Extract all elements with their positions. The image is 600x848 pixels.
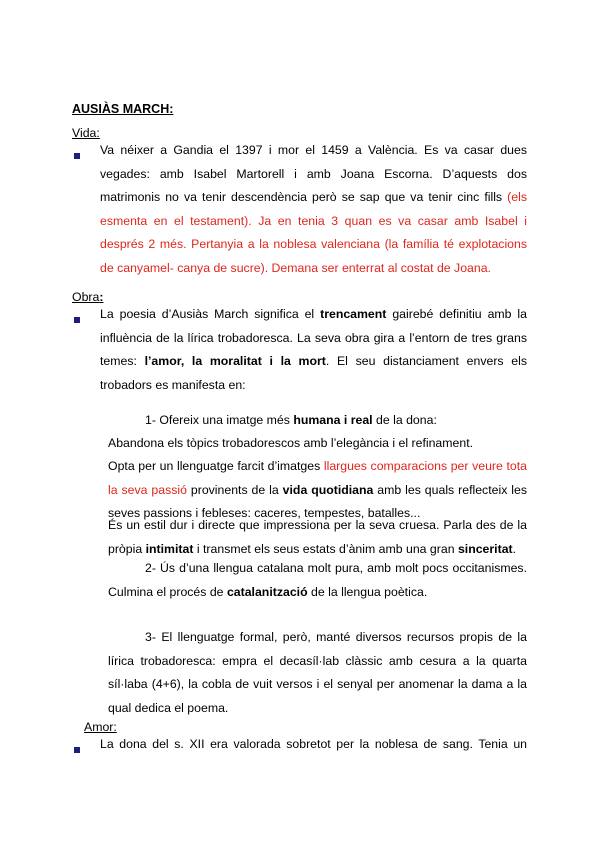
section-heading-obra <box>72 290 103 304</box>
point1-text: de la dona: <box>372 413 437 427</box>
point1-line2-text: amb les quals reflecteix les seves passions i febleses: caceres, tempestes, batalles... <box>108 482 527 520</box>
point1-line3-bold: intimitat <box>145 541 194 556</box>
obra-text: La poesia d’Ausiàs March significa el <box>100 307 321 321</box>
bullet-icon <box>74 153 80 159</box>
point1-line1: Abandona els tòpics trobadorescos amb l’elegància i el refinament. <box>108 436 474 450</box>
bullet-icon <box>74 747 80 753</box>
point1-line2-red: llargues comparacions per veure tota la seva passió <box>108 459 527 497</box>
point2-text: de la llengua poètica. <box>307 584 428 599</box>
point1-line3-text: . <box>512 541 517 556</box>
point1-text: 1- Ofereix una imatge més <box>145 413 294 427</box>
bullet-icon <box>74 317 80 323</box>
point2-bold: catalanització <box>226 584 308 599</box>
point1-line2-text: provinents de la <box>186 482 283 497</box>
vida-paragraph <box>100 139 527 280</box>
obra-bold-temes: l’amor, la moralitat i la mort <box>144 354 326 368</box>
point2-paragraph <box>108 557 527 604</box>
point1-line3-bold: sinceritat <box>457 541 513 556</box>
point1-line2-bold: vida quotidiana <box>282 482 374 497</box>
point2-text: 2- Ús d’una llengua catalana molt pura, amb molt pocs occitanismes. Culmina el procés de <box>108 561 527 599</box>
vida-text-red: (els esmenta en el testament). Ja en tenia 3 quan es va casar amb Isabel i després 2 més. Pertanyia a la noblesa valenciana (la família té explotacions de canyamel- canya de sucre). Demana ser enterrat al costat de Joana. <box>100 190 527 275</box>
point3-paragraph: 3- El llenguatge formal, però, manté diversos recursos propis de la lírica trobadoresca: empra el decasíl·lab clàssic amb cesura a la quarta síl·laba (4+6), la cobla de vuit versos i el senyal per anomenar la dama a la qual dedica el poema. <box>108 630 527 715</box>
obra-text: gairebé definitiu amb la influència de la lírica trobadoresca. La seva obra gira a l’entorn de tres grans temes: <box>100 307 527 368</box>
obra-heading-label: Obra <box>72 290 100 304</box>
obra-paragraph <box>100 303 527 397</box>
point1-heading <box>145 409 527 433</box>
point1-line3-text: És un estil dur i directe que impressiona per la seva cruesa. Parla des de la pròpia <box>108 518 527 556</box>
point1-line2-text: Opta per un llenguatge farcit d’imatges <box>108 459 324 473</box>
obra-text: . El seu distanciament envers els trobadors es manifesta en: <box>100 354 527 392</box>
point1-line3-text: i transmet els seus estats d’ànim amb una gran <box>193 541 458 556</box>
point1-bold: humana i real <box>293 413 373 427</box>
vida-text: Va néixer a Gandia el 1397 i mor el 1459 a València. Es va casar dues vegades: amb Isabel Martorell i amb Joana Escorna. D’aquests dos matrimonis no va tenir descendència però se sap que va tenir cinc fills <box>100 143 527 204</box>
section-heading-vida: Vida: <box>72 126 100 140</box>
point1-line3 <box>108 514 527 561</box>
section-heading-amor: Amor: <box>84 720 117 734</box>
obra-heading-colon: : <box>99 290 104 304</box>
amor-paragraph: La dona del s. XII era valorada sobretot per la noblesa de sang. Tenia un <box>100 737 527 751</box>
obra-bold-trencament: trencament <box>320 307 387 321</box>
document-title: AUSIÀS MARCH: <box>72 102 174 116</box>
